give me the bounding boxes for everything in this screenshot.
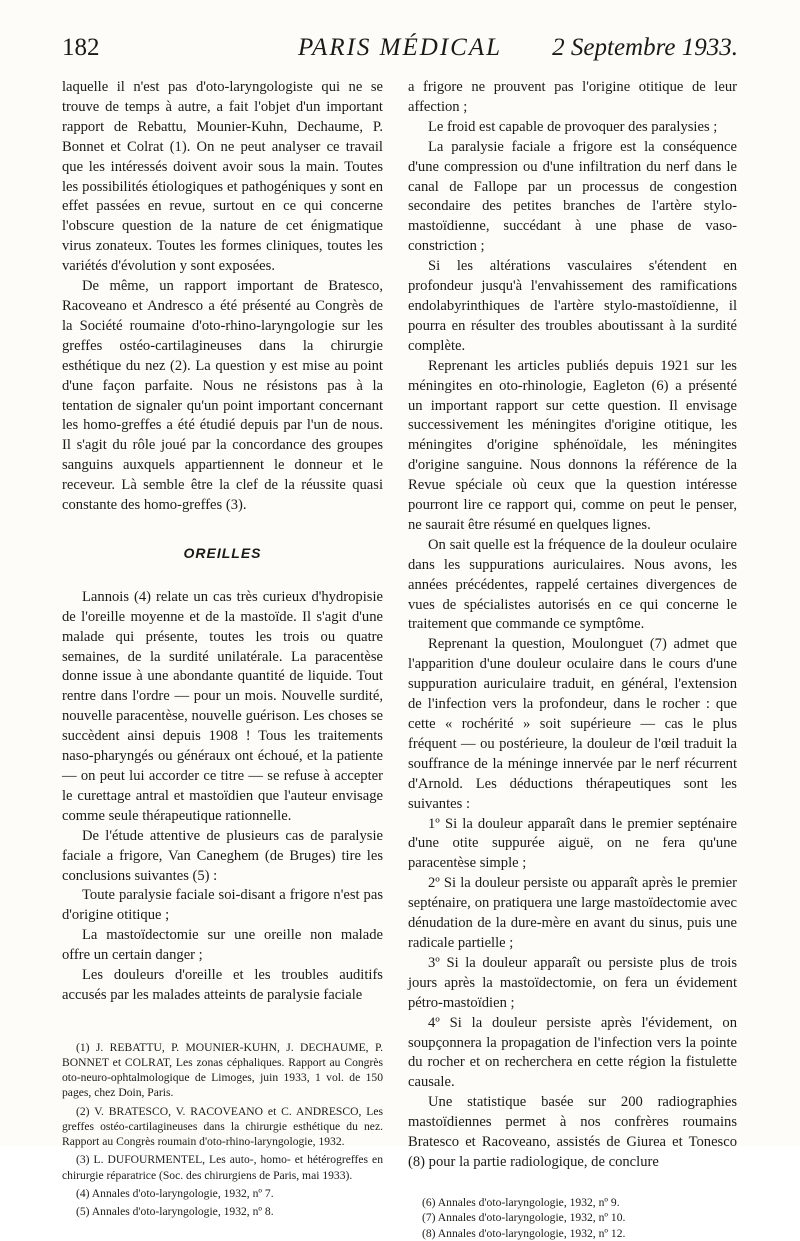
footnote: (7) Annales d'oto-laryngologie, 1932, nº 10. — [422, 1211, 626, 1225]
paragraph: Reprenant la question, Moulonguet (7) admet que l'apparition d'une douleur oculaire dans le cours d'une suppuration auriculaire traduit, en général, l'extension de l'infection vers la profondeur, dans le rocher : que cette « rochérité » soit supérieure — cas le plus fréquent — ou postérieure, la douleur de l'œil traduit la souffrance de la méninge innervée par le nerf récurrent d'Arnold. Les déductions thérapeutiques sont les suivantes : — [408, 636, 737, 812]
journal-title: PARIS MÉDICAL — [298, 34, 502, 61]
paragraph: Le froid est capable de provoquer des paralysies ; — [428, 118, 718, 135]
list-item: 4º Si la douleur persiste après l'évidement, on soupçonnera la propagation de l'infection vers la pointe du rocher et on recherchera en cette région la fistulette causale. — [408, 1014, 737, 1091]
footnote: (4) Annales d'oto-laryngologie, 1932, nº 7. — [76, 1186, 274, 1200]
paragraph: De même, un rapport important de Bratesco, Racoveano et Andresco a été présenté au Congrès de la Société roumaine d'oto-rhino-laryngologie sur les greffes ostéo-cartilagineuses dans la chirurgie esthétique du nez (2). La question y est mise au point d'une façon parfaite. Nous ne résistons pas à la tentation de signaler qu'un point important concernant les homo-greffes a été étudié depuis par l'un de nous. Il s'agit du rôle joué par la concordance des groupes sanguins auxquels appartiennent le donneur et le receveur. Là semble être la clef de la réussite quasi constante des homo-greffes (3). — [62, 278, 383, 514]
footnote: (6) Annales d'oto-laryngologie, 1932, nº 9. — [422, 1195, 620, 1209]
paragraph: La mastoïdectomie sur une oreille non malade offre un certain danger ; — [62, 927, 383, 964]
paragraph: a frigore ne prouvent pas l'origine otitique de leur affection ; — [408, 79, 737, 115]
paragraph: La paralysie faciale a frigore est la conséquence d'une compression ou d'une infiltration du nerf dans le canal de Fallope par un processus de congestion secondaire des petites branches de l'artère stylo-mastoïdienne, succédant à une phase de vaso-constriction ; — [408, 138, 737, 255]
footnote: (2) V. BRATESCO, V. RACOVEANO et C. ANDRESCO, Les greffes ostéo-cartilagineuses dans la chirurgie esthétique du nez. Rapport au Congrès roumain d'oto-rhino-laryngologie, 1932. — [62, 1104, 383, 1149]
right-column — [408, 78, 737, 1241]
footnote: (5) Annales d'oto-laryngologie, 1932, nº 8. — [76, 1204, 274, 1218]
footnote: (8) Annales d'oto-laryngologie, 1932, nº 12. — [422, 1226, 626, 1240]
list-item: 3º Si la douleur apparaît ou persiste plus de trois jours après la mastoïdectomie, on fera un évidement pétro-mastoïdien ; — [408, 954, 737, 1011]
left-column — [62, 78, 383, 1222]
list-item: 1º Si la douleur apparaît dans le premier septénaire d'une otite suppurée aiguë, on ne fera qu'une paracentèse simple ; — [408, 815, 737, 872]
page-header — [62, 34, 738, 78]
footnote: (1) J. REBATTU, P. MOUNIER-KUHN, J. DECHAUME, P. BONNET et COLRAT, Les zonas céphaliques. Rapport au Congrès oto-neuro-ophtalmologique de Limoges, juin 1933, 1 vol. de 150 pages, chez Doin, Paris. — [62, 1040, 383, 1100]
paragraph: Toute paralysie faciale soi-disant a frigore n'est pas d'origine otitique ; — [62, 887, 383, 924]
paragraph: Une statistique basée sur 200 radiographies mastoïdiennes permet à nos confrères roumains Bratesco et Racoveano, assistés de Giurea et Tonesco (8) pour la partie radiologique, de conclure — [408, 1094, 737, 1170]
page-number: 182 — [62, 34, 100, 61]
paragraph: Lannois (4) relate un cas très curieux d'hydropisie de l'oreille moyenne et de la mastoïde. Il s'agit d'une malade qui présente, toutes les trois ou quatre semaines, de la surdité unilatérale. La paracentèse donne issue à une abondante quantité de liquide. Tout rentre dans l'ordre — pour un mois. Nouvelle surdité, nouvelle paracentèse, nouvelle guérison. Les choses se succèdent ainsi depuis 1908 ! Tous les traitements naso-pharyngés ou généraux ont échoué, et la patiente — on peut lui accorder ce titre — se refuse à accepter le curettage antral et mastoïdien que l'auteur envisage comme seule thérapeutique rationnelle. — [62, 588, 383, 824]
paragraph: Les douleurs d'oreille et les troubles auditifs accusés par les malades atteints de paralysie faciale — [62, 967, 383, 1003]
footnote: (3) L. DUFOURMENTEL, Les auto-, homo- et hétérogreffes en chirurgie réparatrice (Soc. des chirurgiens de Paris, mai 1933). — [62, 1153, 383, 1182]
list-item: 2º Si la douleur persiste ou apparaît après le premier septénaire, on pratiquera une large mastoïdectomie avec dénudation de la dure-mère en avant du sinus, puis une radicale partielle ; — [408, 875, 737, 951]
section-heading: OREILLES — [183, 544, 262, 561]
paragraph: De l'étude attentive de plusieurs cas de paralysie faciale a frigore, Van Caneghem (de Bruges) tire les conclusions suivantes (5) : — [62, 827, 383, 884]
footnotes-left — [62, 1040, 383, 1219]
paragraph: On sait quelle est la fréquence de la douleur oculaire dans les suppurations auriculaires. Nous avons, les années précédentes, rappelé certaines divergences de vues de spécialistes autorisés en ce qui concerne le traitement que commande ce symptôme. — [408, 536, 737, 633]
paragraph: laquelle il n'est pas d'oto-laryngologiste qui ne se trouve de temps à autre, a fait l'objet d'un important rapport de Rebattu, Mounier-Kuhn, Dechaume, P. Bonnet et Colrat (1). On ne peut analyser ce travail que les intéressés doivent avoir sous la main. Toutes les possibilités étiologiques et pathogéniques y sont en effet passées en revue, surtout en ce qui concerne l'obscure question de la nature de cet énigmatique virus zonateux. Toutes les formes cliniques, toutes les variétés d'évolution y sont exposées. — [62, 79, 383, 275]
paragraph: Si les altérations vasculaires s'étendent en profondeur jusqu'à l'envahissement des ramifications endolabyrinthiques de l'artère stylo-mastoïdienne, il pourra en résulter des troubles aboutissant à la surdité complète. — [408, 258, 737, 354]
footnotes-right — [408, 1195, 737, 1241]
issue-date: 2 Septembre 1933. — [552, 34, 738, 61]
paragraph: Reprenant les articles publiés depuis 1921 sur les méningites en oto-rhinologie, Eagleton (6) a présenté un important rapport sur cette question. Il envisage successivement les méningites d'origine otitique, les méningites d'origine sphénoïdale, les méningites d'origine sanguine. Nous donnons la référence de la Revue spéciale où ceux que la question intéresse pourront lire ce rapport qui, comme on peut le penser, ne saurait être résumé en quelques lignes. — [408, 357, 737, 533]
